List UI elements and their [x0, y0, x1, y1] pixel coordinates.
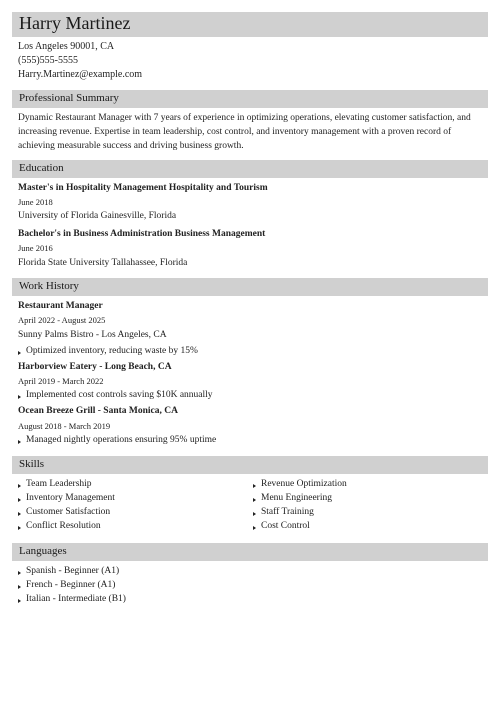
section-header-work	[12, 278, 488, 296]
job-title: Harborview Eatery - Long Beach, CA	[18, 362, 172, 372]
contact-block	[18, 40, 142, 82]
section-title: Professional Summary	[19, 92, 119, 104]
language-item: Italian - Intermediate (B1)	[18, 594, 126, 604]
education-date: June 2018	[18, 197, 53, 207]
education-degree: Bachelor's in Business Administration Business Management	[18, 229, 266, 239]
candidate-name: Harry Martinez	[19, 13, 131, 33]
job-dates: April 2022 - August 2025	[18, 315, 106, 325]
language-item: French - Beginner (A1)	[18, 580, 115, 590]
job-company: Sunny Palms Bistro - Los Angeles, CA	[18, 330, 167, 340]
section-header-languages	[12, 543, 488, 561]
contact-email[interactable]: Harry.Martinez@example.com	[18, 69, 143, 80]
job-dates: August 2018 - March 2019	[18, 421, 111, 431]
section-header-education	[12, 160, 488, 178]
skill-item: Team Leadership	[18, 479, 92, 489]
section-header-skills	[12, 456, 488, 474]
education-school: Florida State University Tallahassee, Florida	[18, 258, 188, 268]
contact-address: Los Angeles 90001, CA	[18, 41, 115, 52]
job-bullet: Implemented cost controls saving $10K annually	[18, 390, 213, 400]
education-date: June 2016	[18, 243, 53, 253]
section-title: Education	[19, 162, 64, 174]
education-degree: Master's in Hospitality Management Hospitality and Tourism	[18, 183, 268, 193]
section-title: Work History	[19, 280, 79, 292]
contact-phone: (555)555-5555	[18, 55, 78, 66]
section-title: Skills	[19, 458, 45, 470]
job-bullet: Managed nightly operations ensuring 95% uptime	[18, 435, 216, 445]
job-title: Restaurant Manager	[18, 301, 103, 311]
skill-item: Revenue Optimization	[253, 479, 347, 489]
job-title: Ocean Breeze Grill - Santa Monica, CA	[18, 406, 178, 416]
education-school: University of Florida Gainesville, Florida	[18, 211, 177, 221]
skill-item: Conflict Resolution	[18, 521, 101, 531]
section-title: Languages	[19, 545, 67, 557]
skill-item: Customer Satisfaction	[18, 507, 110, 517]
skill-item: Inventory Management	[18, 493, 115, 503]
language-item: Spanish - Beginner (A1)	[18, 566, 119, 576]
section-header-summary	[12, 90, 488, 108]
skill-item: Staff Training	[253, 507, 314, 517]
job-dates: April 2019 - March 2022	[18, 376, 104, 386]
skill-item: Menu Engineering	[253, 493, 332, 503]
job-bullet: Optimized inventory, reducing waste by 15%	[18, 346, 198, 356]
summary-text: Dynamic Restaurant Manager with 7 years of experience in optimizing operations, elevating customer satisfaction, and increasing revenue. Expertise in team leadership, cost control, and inventory management with a proven record of achieving measurable success and driving business growth.	[18, 113, 471, 151]
skill-item: Cost Control	[253, 521, 310, 531]
name-header	[12, 12, 488, 37]
